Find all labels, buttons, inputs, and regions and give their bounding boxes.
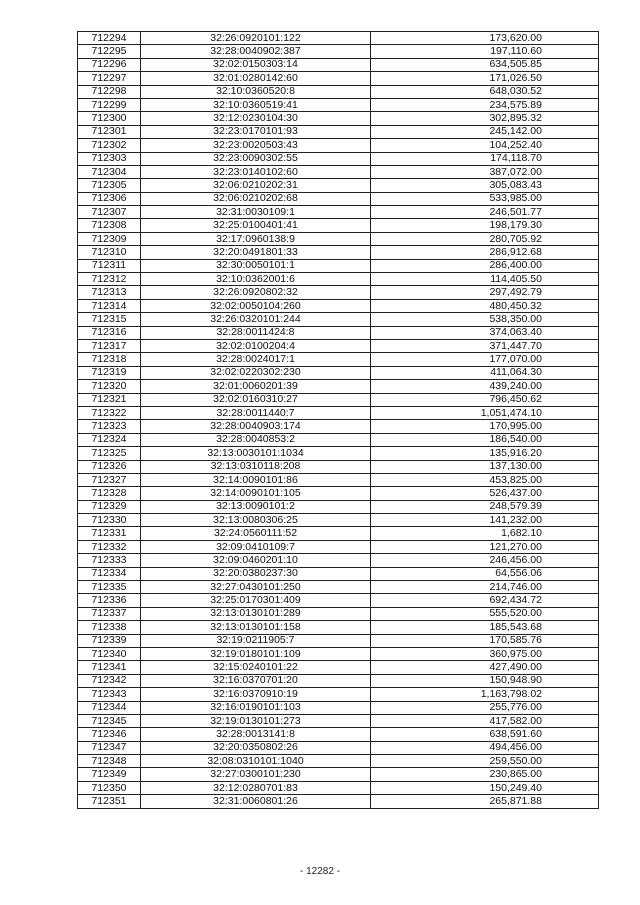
record-id-cell: 712308 bbox=[78, 219, 141, 232]
record-id-cell: 712333 bbox=[78, 554, 141, 567]
amount-cell: 796,450.62 bbox=[371, 393, 599, 406]
amount-cell: 280,705.92 bbox=[371, 232, 599, 245]
amount-cell: 177,070.00 bbox=[371, 353, 599, 366]
cadastral-number-cell: 32:30:0050101:1 bbox=[141, 259, 371, 272]
amount-cell: 555,520.00 bbox=[371, 607, 599, 620]
record-id-cell: 712299 bbox=[78, 98, 141, 111]
amount-cell: 170,585.76 bbox=[371, 634, 599, 647]
table-row bbox=[78, 353, 599, 366]
record-id-cell: 712337 bbox=[78, 607, 141, 620]
amount-cell: 533,985.00 bbox=[371, 192, 599, 205]
amount-cell: 137,130.00 bbox=[371, 460, 599, 473]
table-row bbox=[78, 487, 599, 500]
table-row bbox=[78, 741, 599, 754]
cadastral-number-cell: 32:16:0190101:103 bbox=[141, 701, 371, 714]
table-row bbox=[78, 139, 599, 152]
cadastral-number-cell: 32:12:0230104:30 bbox=[141, 112, 371, 125]
table-row bbox=[78, 165, 599, 178]
cadastral-number-cell: 32:19:0130101:273 bbox=[141, 714, 371, 727]
record-id-cell: 712331 bbox=[78, 527, 141, 540]
record-id-cell: 712350 bbox=[78, 781, 141, 794]
table-row bbox=[78, 313, 599, 326]
amount-cell: 638,591.60 bbox=[371, 728, 599, 741]
cadastral-number-cell: 32:16:0370910:19 bbox=[141, 688, 371, 701]
table-row bbox=[78, 45, 599, 58]
record-id-cell: 712307 bbox=[78, 206, 141, 219]
cadastral-number-cell: 32:20:0491801:33 bbox=[141, 246, 371, 259]
record-id-cell: 712332 bbox=[78, 540, 141, 553]
amount-cell: 141,232.00 bbox=[371, 514, 599, 527]
records-table bbox=[77, 31, 599, 809]
table-row bbox=[78, 98, 599, 111]
table-row bbox=[78, 567, 599, 580]
record-id-cell: 712309 bbox=[78, 232, 141, 245]
record-id-cell: 712328 bbox=[78, 487, 141, 500]
amount-cell: 411,064.30 bbox=[371, 366, 599, 379]
cadastral-number-cell: 32:28:0013141:8 bbox=[141, 728, 371, 741]
record-id-cell: 712344 bbox=[78, 701, 141, 714]
record-id-cell: 712315 bbox=[78, 313, 141, 326]
record-id-cell: 712329 bbox=[78, 500, 141, 513]
record-id-cell: 712305 bbox=[78, 179, 141, 192]
record-id-cell: 712313 bbox=[78, 286, 141, 299]
table-row bbox=[78, 781, 599, 794]
cadastral-number-cell: 32:28:0011440:7 bbox=[141, 406, 371, 419]
cadastral-number-cell: 32:25:0100401:41 bbox=[141, 219, 371, 232]
cadastral-number-cell: 32:02:0160310:27 bbox=[141, 393, 371, 406]
table-row bbox=[78, 674, 599, 687]
record-id-cell: 712335 bbox=[78, 581, 141, 594]
cadastral-number-cell: 32:27:0430101:250 bbox=[141, 581, 371, 594]
table-row bbox=[78, 192, 599, 205]
cadastral-number-cell: 32:14:0090101:105 bbox=[141, 487, 371, 500]
cadastral-number-cell: 32:24:0560111:52 bbox=[141, 527, 371, 540]
amount-cell: 648,030.52 bbox=[371, 85, 599, 98]
amount-cell: 634,505.85 bbox=[371, 58, 599, 71]
records-body bbox=[78, 32, 599, 809]
cadastral-number-cell: 32:10:0360520:8 bbox=[141, 85, 371, 98]
record-id-cell: 712349 bbox=[78, 768, 141, 781]
record-id-cell: 712342 bbox=[78, 674, 141, 687]
amount-cell: 246,456.00 bbox=[371, 554, 599, 567]
cadastral-number-cell: 32:28:0040903:174 bbox=[141, 420, 371, 433]
table-row bbox=[78, 447, 599, 460]
cadastral-number-cell: 32:01:0060201:39 bbox=[141, 380, 371, 393]
record-id-cell: 712324 bbox=[78, 433, 141, 446]
cadastral-number-cell: 32:31:0030109:1 bbox=[141, 206, 371, 219]
record-id-cell: 712338 bbox=[78, 621, 141, 634]
page-number: - 12282 - bbox=[299, 866, 341, 877]
table-row bbox=[78, 634, 599, 647]
table-row bbox=[78, 795, 599, 808]
amount-cell: 185,543.68 bbox=[371, 621, 599, 634]
cadastral-number-cell: 32:31:0060801:26 bbox=[141, 795, 371, 808]
table-row bbox=[78, 607, 599, 620]
amount-cell: 255,776.00 bbox=[371, 701, 599, 714]
record-id-cell: 712319 bbox=[78, 366, 141, 379]
amount-cell: 439,240.00 bbox=[371, 380, 599, 393]
table-row bbox=[78, 514, 599, 527]
amount-cell: 302,895.32 bbox=[371, 112, 599, 125]
table-row bbox=[78, 768, 599, 781]
table-row bbox=[78, 72, 599, 85]
cadastral-number-cell: 32:17:0960138:9 bbox=[141, 232, 371, 245]
amount-cell: 174,118.70 bbox=[371, 152, 599, 165]
table-row bbox=[78, 219, 599, 232]
amount-cell: 286,912.68 bbox=[371, 246, 599, 259]
table-row bbox=[78, 728, 599, 741]
record-id-cell: 712303 bbox=[78, 152, 141, 165]
cadastral-number-cell: 32:09:0410109:7 bbox=[141, 540, 371, 553]
cadastral-number-cell: 32:02:0050104:260 bbox=[141, 299, 371, 312]
record-id-cell: 712348 bbox=[78, 755, 141, 768]
table-row bbox=[78, 540, 599, 553]
amount-cell: 64,556.06 bbox=[371, 567, 599, 580]
cadastral-number-cell: 32:27:0300101:230 bbox=[141, 768, 371, 781]
table-row bbox=[78, 179, 599, 192]
amount-cell: 453,825.00 bbox=[371, 473, 599, 486]
record-id-cell: 712346 bbox=[78, 728, 141, 741]
record-id-cell: 712296 bbox=[78, 58, 141, 71]
record-id-cell: 712323 bbox=[78, 420, 141, 433]
record-id-cell: 712341 bbox=[78, 661, 141, 674]
table-row bbox=[78, 32, 599, 45]
cadastral-number-cell: 32:26:0920802:32 bbox=[141, 286, 371, 299]
amount-cell: 234,575.89 bbox=[371, 98, 599, 111]
cadastral-number-cell: 32:28:0040853:2 bbox=[141, 433, 371, 446]
table-row bbox=[78, 701, 599, 714]
amount-cell: 265,871.88 bbox=[371, 795, 599, 808]
amount-cell: 171,026.50 bbox=[371, 72, 599, 85]
amount-cell: 150,249.40 bbox=[371, 781, 599, 794]
cadastral-number-cell: 32:16:0370701:20 bbox=[141, 674, 371, 687]
table-row bbox=[78, 58, 599, 71]
table-row bbox=[78, 125, 599, 138]
amount-cell: 114,405.50 bbox=[371, 273, 599, 286]
cadastral-number-cell: 32:13:0130101:158 bbox=[141, 621, 371, 634]
cadastral-number-cell: 32:10:0362001:6 bbox=[141, 273, 371, 286]
amount-cell: 245,142.00 bbox=[371, 125, 599, 138]
record-id-cell: 712294 bbox=[78, 32, 141, 45]
record-id-cell: 712316 bbox=[78, 326, 141, 339]
record-id-cell: 712345 bbox=[78, 714, 141, 727]
table-row bbox=[78, 246, 599, 259]
table-row bbox=[78, 206, 599, 219]
amount-cell: 538,350.00 bbox=[371, 313, 599, 326]
record-id-cell: 712347 bbox=[78, 741, 141, 754]
record-id-cell: 712326 bbox=[78, 460, 141, 473]
table-row bbox=[78, 326, 599, 339]
cadastral-number-cell: 32:19:0211905:7 bbox=[141, 634, 371, 647]
record-id-cell: 712339 bbox=[78, 634, 141, 647]
cadastral-number-cell: 32:15:0240101:22 bbox=[141, 661, 371, 674]
table-row bbox=[78, 473, 599, 486]
cadastral-number-cell: 32:13:0080306:25 bbox=[141, 514, 371, 527]
table-row bbox=[78, 112, 599, 125]
cadastral-number-cell: 32:10:0360519:41 bbox=[141, 98, 371, 111]
record-id-cell: 712321 bbox=[78, 393, 141, 406]
cadastral-number-cell: 32:13:0310118:208 bbox=[141, 460, 371, 473]
cadastral-number-cell: 32:02:0220302:230 bbox=[141, 366, 371, 379]
amount-cell: 197,110.60 bbox=[371, 45, 599, 58]
table-row bbox=[78, 621, 599, 634]
record-id-cell: 712317 bbox=[78, 339, 141, 352]
table-row bbox=[78, 500, 599, 513]
amount-cell: 150,948.90 bbox=[371, 674, 599, 687]
amount-cell: 480,450.32 bbox=[371, 299, 599, 312]
amount-cell: 387,072.00 bbox=[371, 165, 599, 178]
amount-cell: 135,916.20 bbox=[371, 447, 599, 460]
cadastral-number-cell: 32:08:0310101:1040 bbox=[141, 755, 371, 768]
cadastral-number-cell: 32:06:0210202:68 bbox=[141, 192, 371, 205]
record-id-cell: 712301 bbox=[78, 125, 141, 138]
record-id-cell: 712327 bbox=[78, 473, 141, 486]
table-row bbox=[78, 339, 599, 352]
record-id-cell: 712343 bbox=[78, 688, 141, 701]
amount-cell: 1,682.10 bbox=[371, 527, 599, 540]
amount-cell: 246,501.77 bbox=[371, 206, 599, 219]
amount-cell: 692,434.72 bbox=[371, 594, 599, 607]
amount-cell: 427,490.00 bbox=[371, 661, 599, 674]
record-id-cell: 712318 bbox=[78, 353, 141, 366]
record-id-cell: 712302 bbox=[78, 139, 141, 152]
table-row bbox=[78, 85, 599, 98]
cadastral-number-cell: 32:26:0320101:244 bbox=[141, 313, 371, 326]
cadastral-number-cell: 32:02:0150303:14 bbox=[141, 58, 371, 71]
cadastral-number-cell: 32:26:0920101:122 bbox=[141, 32, 371, 45]
table-row bbox=[78, 273, 599, 286]
amount-cell: 173,620.00 bbox=[371, 32, 599, 45]
table-row bbox=[78, 286, 599, 299]
amount-cell: 286,400.00 bbox=[371, 259, 599, 272]
cadastral-number-cell: 32:06:0210202:31 bbox=[141, 179, 371, 192]
cadastral-number-cell: 32:19:0180101:109 bbox=[141, 647, 371, 660]
record-id-cell: 712297 bbox=[78, 72, 141, 85]
record-id-cell: 712310 bbox=[78, 246, 141, 259]
amount-cell: 305,083.43 bbox=[371, 179, 599, 192]
record-id-cell: 712330 bbox=[78, 514, 141, 527]
cadastral-number-cell: 32:13:0030101:1034 bbox=[141, 447, 371, 460]
cadastral-number-cell: 32:28:0040902:387 bbox=[141, 45, 371, 58]
table-row bbox=[78, 714, 599, 727]
cadastral-number-cell: 32:23:0140102:60 bbox=[141, 165, 371, 178]
cadastral-number-cell: 32:28:0011424:8 bbox=[141, 326, 371, 339]
amount-cell: 121,270.00 bbox=[371, 540, 599, 553]
amount-cell: 198,179.30 bbox=[371, 219, 599, 232]
amount-cell: 214,746.00 bbox=[371, 581, 599, 594]
table-row bbox=[78, 460, 599, 473]
cadastral-number-cell: 32:23:0090302:55 bbox=[141, 152, 371, 165]
table-row bbox=[78, 232, 599, 245]
amount-cell: 417,582.00 bbox=[371, 714, 599, 727]
cadastral-number-cell: 32:25:0170301:409 bbox=[141, 594, 371, 607]
cadastral-number-cell: 32:13:0130101:289 bbox=[141, 607, 371, 620]
amount-cell: 526,437.00 bbox=[371, 487, 599, 500]
record-id-cell: 712300 bbox=[78, 112, 141, 125]
record-id-cell: 712298 bbox=[78, 85, 141, 98]
cadastral-number-cell: 32:20:0350802:26 bbox=[141, 741, 371, 754]
record-id-cell: 712322 bbox=[78, 406, 141, 419]
table-row bbox=[78, 433, 599, 446]
amount-cell: 259,550.00 bbox=[371, 755, 599, 768]
record-id-cell: 712340 bbox=[78, 647, 141, 660]
record-id-cell: 712334 bbox=[78, 567, 141, 580]
cadastral-number-cell: 32:20:0380237:30 bbox=[141, 567, 371, 580]
table-row bbox=[78, 299, 599, 312]
cadastral-number-cell: 32:01:0280142:60 bbox=[141, 72, 371, 85]
table-row bbox=[78, 393, 599, 406]
amount-cell: 170,995.00 bbox=[371, 420, 599, 433]
cadastral-number-cell: 32:12:0280701:83 bbox=[141, 781, 371, 794]
table-row bbox=[78, 688, 599, 701]
table-row bbox=[78, 366, 599, 379]
cadastral-number-cell: 32:23:0020503:43 bbox=[141, 139, 371, 152]
table-row bbox=[78, 554, 599, 567]
amount-cell: 104,252.40 bbox=[371, 139, 599, 152]
amount-cell: 494,456.00 bbox=[371, 741, 599, 754]
record-id-cell: 712314 bbox=[78, 299, 141, 312]
table-row bbox=[78, 661, 599, 674]
cadastral-number-cell: 32:02:0100204:4 bbox=[141, 339, 371, 352]
cadastral-number-cell: 32:14:0090101:86 bbox=[141, 473, 371, 486]
table-row bbox=[78, 594, 599, 607]
amount-cell: 186,540.00 bbox=[371, 433, 599, 446]
cadastral-number-cell: 32:28:0024017:1 bbox=[141, 353, 371, 366]
cadastral-number-cell: 32:23:0170101:93 bbox=[141, 125, 371, 138]
record-id-cell: 712304 bbox=[78, 165, 141, 178]
table-row bbox=[78, 647, 599, 660]
amount-cell: 230,865.00 bbox=[371, 768, 599, 781]
amount-cell: 374,063.40 bbox=[371, 326, 599, 339]
record-id-cell: 712351 bbox=[78, 795, 141, 808]
cadastral-number-cell: 32:09:0460201:10 bbox=[141, 554, 371, 567]
amount-cell: 1,051,474.10 bbox=[371, 406, 599, 419]
amount-cell: 360,975.00 bbox=[371, 647, 599, 660]
record-id-cell: 712320 bbox=[78, 380, 141, 393]
amount-cell: 371,447.70 bbox=[371, 339, 599, 352]
table-row bbox=[78, 527, 599, 540]
amount-cell: 297,492.79 bbox=[371, 286, 599, 299]
cadastral-number-cell: 32:13:0090101:2 bbox=[141, 500, 371, 513]
record-id-cell: 712295 bbox=[78, 45, 141, 58]
table-row bbox=[78, 420, 599, 433]
record-id-cell: 712312 bbox=[78, 273, 141, 286]
amount-cell: 1,163,798.02 bbox=[371, 688, 599, 701]
amount-cell: 248,579.39 bbox=[371, 500, 599, 513]
table-row bbox=[78, 380, 599, 393]
record-id-cell: 712325 bbox=[78, 447, 141, 460]
table-row bbox=[78, 581, 599, 594]
table-row bbox=[78, 152, 599, 165]
record-id-cell: 712311 bbox=[78, 259, 141, 272]
table-row bbox=[78, 259, 599, 272]
record-id-cell: 712336 bbox=[78, 594, 141, 607]
table-row bbox=[78, 755, 599, 768]
table-row bbox=[78, 406, 599, 419]
record-id-cell: 712306 bbox=[78, 192, 141, 205]
